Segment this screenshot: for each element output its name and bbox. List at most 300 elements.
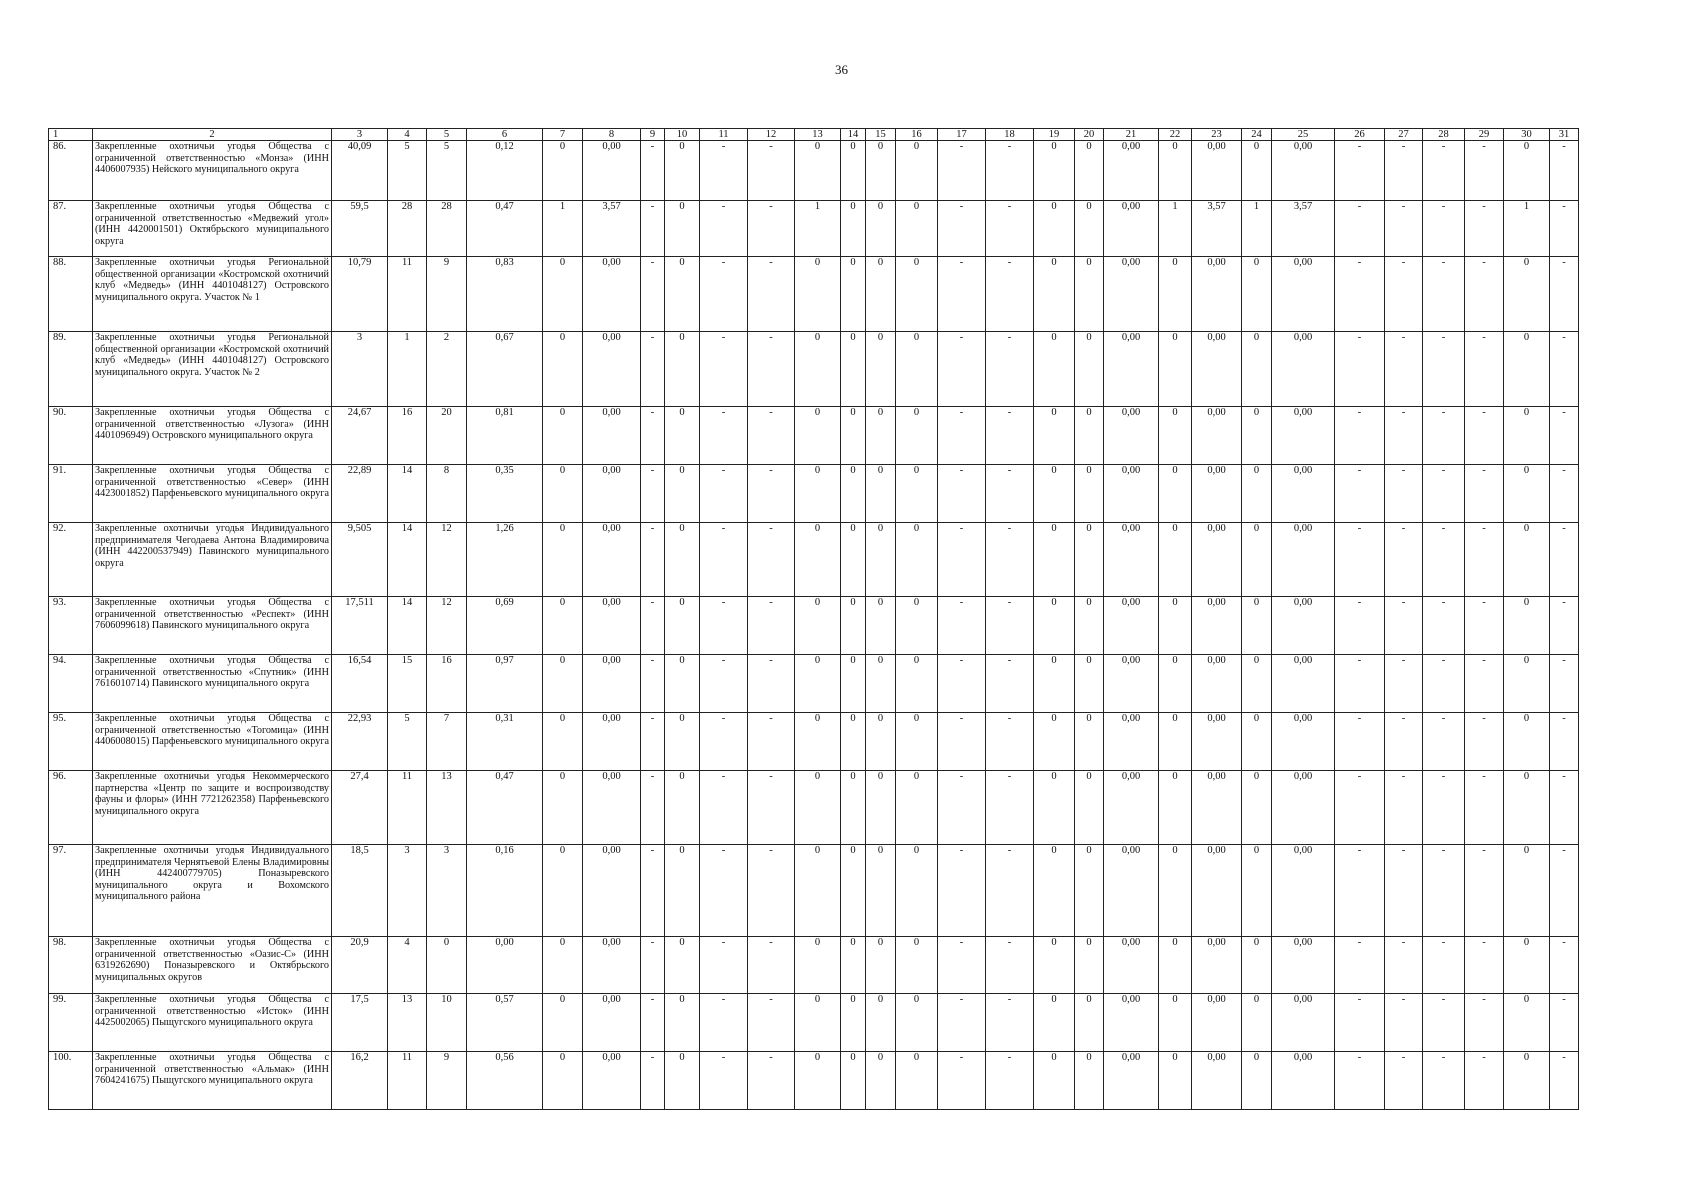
table-cell: - bbox=[1550, 201, 1579, 257]
table-cell: 0,00 bbox=[1192, 994, 1242, 1052]
table-cell: - bbox=[748, 994, 795, 1052]
table-cell: 0 bbox=[1034, 994, 1075, 1052]
table-cell: 0 bbox=[1075, 845, 1104, 937]
table-cell: 16 bbox=[388, 407, 427, 465]
table-cell: 20,9 bbox=[332, 937, 388, 994]
table-cell: 0,00 bbox=[1272, 1052, 1335, 1110]
row-number-cell: 97. bbox=[49, 845, 93, 937]
table-cell: 0 bbox=[543, 1052, 583, 1110]
table-cell: 3 bbox=[332, 332, 388, 407]
table-cell: - bbox=[641, 201, 665, 257]
table-cell: - bbox=[1465, 597, 1504, 655]
table-cell: 0,00 bbox=[1192, 257, 1242, 332]
table-cell: - bbox=[748, 257, 795, 332]
table-cell: 12 bbox=[427, 597, 467, 655]
table-cell: 22,89 bbox=[332, 465, 388, 523]
table-row bbox=[49, 994, 1579, 1052]
table-cell: - bbox=[986, 994, 1034, 1052]
table-cell: 1,26 bbox=[467, 523, 543, 597]
table-cell: - bbox=[1385, 713, 1423, 771]
table-cell: 13 bbox=[427, 771, 467, 845]
table-cell: 0,56 bbox=[467, 1052, 543, 1110]
table-cell: 11 bbox=[388, 1052, 427, 1110]
table-cell: 1 bbox=[1504, 201, 1550, 257]
table-cell: 0 bbox=[1034, 257, 1075, 332]
table-cell: 0 bbox=[896, 257, 938, 332]
table-cell: 1 bbox=[543, 201, 583, 257]
row-number-cell: 95. bbox=[49, 713, 93, 771]
table-cell: - bbox=[748, 201, 795, 257]
table-cell: 0 bbox=[1075, 141, 1104, 201]
table-cell: 0 bbox=[665, 994, 700, 1052]
table-cell: 0,16 bbox=[467, 845, 543, 937]
table-cell: - bbox=[938, 201, 986, 257]
table-cell: 0 bbox=[1075, 257, 1104, 332]
table-cell: - bbox=[1423, 713, 1465, 771]
table-cell: 0,00 bbox=[583, 597, 641, 655]
table-cell: 0 bbox=[866, 201, 896, 257]
table-cell: 0 bbox=[1034, 771, 1075, 845]
table-cell: 0,00 bbox=[1192, 407, 1242, 465]
table-cell: 0 bbox=[1159, 597, 1192, 655]
table-cell: 0 bbox=[1034, 523, 1075, 597]
table-cell: - bbox=[1385, 1052, 1423, 1110]
table-cell: 0 bbox=[795, 407, 841, 465]
table-cell: 0 bbox=[841, 655, 866, 713]
table-cell: - bbox=[1423, 523, 1465, 597]
table-cell: 0 bbox=[543, 465, 583, 523]
table-cell: 0,00 bbox=[583, 523, 641, 597]
table-cell: 0 bbox=[665, 713, 700, 771]
table-cell: 0 bbox=[866, 845, 896, 937]
table-cell: 0,00 bbox=[1272, 407, 1335, 465]
table-cell: - bbox=[1550, 407, 1579, 465]
table-cell: 24,67 bbox=[332, 407, 388, 465]
table-cell: - bbox=[1465, 845, 1504, 937]
table-cell: 0 bbox=[1159, 332, 1192, 407]
table-cell: - bbox=[1423, 257, 1465, 332]
table-cell: 0,00 bbox=[583, 332, 641, 407]
table-cell: - bbox=[1423, 597, 1465, 655]
table-cell: 0 bbox=[1242, 994, 1272, 1052]
table-cell: 0,00 bbox=[1272, 655, 1335, 713]
table-cell: 0 bbox=[1159, 141, 1192, 201]
table-cell: 0 bbox=[665, 597, 700, 655]
table-cell: 0 bbox=[1504, 771, 1550, 845]
column-number-4: 4 bbox=[388, 129, 427, 141]
column-number-28: 28 bbox=[1423, 129, 1465, 141]
table-row bbox=[49, 523, 1579, 597]
hunting-ground-name-cell: Закрепленные охотничьи угодья Общества с ограниченной ответственностью «Север» (ИНН 4423001852) Парфеньевского муниципального округа bbox=[93, 465, 332, 523]
table-cell: - bbox=[1550, 937, 1579, 994]
table-cell: - bbox=[700, 332, 748, 407]
table-cell: 0,57 bbox=[467, 994, 543, 1052]
table-cell: - bbox=[641, 845, 665, 937]
table-cell: 0 bbox=[896, 407, 938, 465]
table-row bbox=[49, 713, 1579, 771]
table-cell: 0,00 bbox=[1272, 141, 1335, 201]
table-cell: 0 bbox=[1159, 257, 1192, 332]
table-cell: 0 bbox=[795, 597, 841, 655]
column-number-14: 14 bbox=[841, 129, 866, 141]
table-cell: 0 bbox=[1159, 523, 1192, 597]
table-cell: - bbox=[700, 713, 748, 771]
table-cell: 5 bbox=[388, 713, 427, 771]
table-cell: - bbox=[1550, 1052, 1579, 1110]
table-cell: 0,00 bbox=[1192, 141, 1242, 201]
table-cell: 0 bbox=[866, 713, 896, 771]
row-number-cell: 91. bbox=[49, 465, 93, 523]
table-cell: - bbox=[641, 655, 665, 713]
table-cell: 2 bbox=[427, 332, 467, 407]
table-cell: 0 bbox=[896, 845, 938, 937]
hunting-ground-name-cell: Закрепленные охотничьи угодья Общества с ограниченной ответственностью «Оазис-С» (ИНН 6319262690) Поназыревского и Октябрьского муниципальных округов bbox=[93, 937, 332, 994]
table-cell: 20 bbox=[427, 407, 467, 465]
table-cell: - bbox=[700, 771, 748, 845]
table-cell: - bbox=[1385, 141, 1423, 201]
table-cell: - bbox=[1465, 771, 1504, 845]
table-cell: - bbox=[1550, 465, 1579, 523]
table-cell: 0,00 bbox=[1272, 994, 1335, 1052]
table-cell: - bbox=[1335, 994, 1385, 1052]
table-cell: 0,00 bbox=[1104, 465, 1159, 523]
table-cell: - bbox=[1465, 332, 1504, 407]
table-cell: 8 bbox=[427, 465, 467, 523]
table-cell: 0 bbox=[866, 655, 896, 713]
table-cell: 0,97 bbox=[467, 655, 543, 713]
table-cell: 0 bbox=[866, 1052, 896, 1110]
table-row bbox=[49, 597, 1579, 655]
row-number-cell: 87. bbox=[49, 201, 93, 257]
column-number-22: 22 bbox=[1159, 129, 1192, 141]
table-cell: 22,93 bbox=[332, 713, 388, 771]
table-cell: 0 bbox=[896, 937, 938, 994]
table-cell: 5 bbox=[388, 141, 427, 201]
table-cell: 0 bbox=[841, 141, 866, 201]
table-cell: 0 bbox=[1034, 141, 1075, 201]
table-cell: 0 bbox=[866, 407, 896, 465]
table-cell: 0 bbox=[896, 201, 938, 257]
table-cell: 0 bbox=[543, 523, 583, 597]
table-cell: - bbox=[938, 332, 986, 407]
table-cell: - bbox=[1335, 407, 1385, 465]
hunting-ground-name-cell: Закрепленные охотничьи угодья Общества с ограниченной ответственностью «Монза» (ИНН 4406007935) Нейского муниципального округа bbox=[93, 141, 332, 201]
table-cell: 0,00 bbox=[1272, 597, 1335, 655]
table-cell: - bbox=[986, 597, 1034, 655]
table-cell: 0 bbox=[795, 523, 841, 597]
row-number-cell: 93. bbox=[49, 597, 93, 655]
column-number-7: 7 bbox=[543, 129, 583, 141]
table-cell: 0 bbox=[1242, 257, 1272, 332]
table-cell: 18,5 bbox=[332, 845, 388, 937]
table-cell: 3,57 bbox=[1272, 201, 1335, 257]
table-cell: - bbox=[700, 597, 748, 655]
table-cell: 0 bbox=[1034, 465, 1075, 523]
table-cell: - bbox=[986, 937, 1034, 994]
table-cell: 0,00 bbox=[1192, 523, 1242, 597]
table-cell: - bbox=[938, 655, 986, 713]
table-cell: 0 bbox=[543, 937, 583, 994]
table-header-row bbox=[49, 129, 1579, 141]
table-cell: 0 bbox=[1242, 407, 1272, 465]
table-cell: 0 bbox=[1504, 937, 1550, 994]
table-cell: 0 bbox=[1242, 597, 1272, 655]
table-cell: 0 bbox=[841, 845, 866, 937]
table-cell: 0,00 bbox=[1272, 332, 1335, 407]
table-cell: - bbox=[700, 201, 748, 257]
table-cell: 17,511 bbox=[332, 597, 388, 655]
table-cell: 0,00 bbox=[1192, 845, 1242, 937]
table-cell: 0,00 bbox=[1104, 845, 1159, 937]
column-number-17: 17 bbox=[938, 129, 986, 141]
table-cell: 0 bbox=[1159, 845, 1192, 937]
table-cell: 40,09 bbox=[332, 141, 388, 201]
table-cell: 0 bbox=[543, 994, 583, 1052]
table-cell: - bbox=[1385, 771, 1423, 845]
table-cell: 0 bbox=[1242, 141, 1272, 201]
table-cell: 0,69 bbox=[467, 597, 543, 655]
table-cell: 0 bbox=[896, 597, 938, 655]
table-cell: - bbox=[700, 523, 748, 597]
column-number-6: 6 bbox=[467, 129, 543, 141]
table-cell: 0 bbox=[866, 141, 896, 201]
table-cell: - bbox=[1385, 523, 1423, 597]
table-cell: 0 bbox=[866, 937, 896, 994]
table-cell: - bbox=[1385, 994, 1423, 1052]
table-cell: 0 bbox=[795, 1052, 841, 1110]
table-cell: 0 bbox=[1075, 994, 1104, 1052]
table-cell: 0 bbox=[1075, 465, 1104, 523]
table-cell: 0 bbox=[1504, 994, 1550, 1052]
table-cell: 0,00 bbox=[1272, 771, 1335, 845]
table-cell: 0,00 bbox=[1104, 141, 1159, 201]
table-cell: - bbox=[938, 141, 986, 201]
table-cell: 0 bbox=[427, 937, 467, 994]
table-cell: - bbox=[1335, 332, 1385, 407]
table-cell: - bbox=[1335, 597, 1385, 655]
table-cell: - bbox=[1385, 332, 1423, 407]
table-cell: - bbox=[1335, 937, 1385, 994]
hunting-ground-name-cell: Закрепленные охотничьи угодья Общества с ограниченной ответственностью «Спутник» (ИНН 7616010714) Павинского муниципального округа bbox=[93, 655, 332, 713]
page-number: 36 bbox=[835, 62, 848, 77]
table-cell: 0,00 bbox=[1104, 655, 1159, 713]
table-cell: - bbox=[748, 141, 795, 201]
table-cell: 3 bbox=[427, 845, 467, 937]
table-cell: 0 bbox=[1242, 1052, 1272, 1110]
table-cell: 7 bbox=[427, 713, 467, 771]
table-cell: 3,57 bbox=[583, 201, 641, 257]
table-row bbox=[49, 332, 1579, 407]
table-cell: 0 bbox=[1159, 1052, 1192, 1110]
column-number-2: 2 bbox=[93, 129, 332, 141]
table-cell: 1 bbox=[795, 201, 841, 257]
table-cell: - bbox=[1423, 655, 1465, 713]
table-cell: 0,81 bbox=[467, 407, 543, 465]
table-cell: - bbox=[1385, 257, 1423, 332]
table-cell: 0,31 bbox=[467, 713, 543, 771]
table-row bbox=[49, 1052, 1579, 1110]
table-cell: 0,00 bbox=[583, 713, 641, 771]
hunting-ground-name-cell: Закрепленные охотничьи угодья Общества с ограниченной ответственностью «Альмак» (ИНН 7604241675) Пыщугского муниципального округа bbox=[93, 1052, 332, 1110]
table-cell: - bbox=[641, 1052, 665, 1110]
table-cell: 0 bbox=[1159, 655, 1192, 713]
table-cell: 0,83 bbox=[467, 257, 543, 332]
table-cell: - bbox=[938, 771, 986, 845]
table-cell: - bbox=[1550, 141, 1579, 201]
table-cell: 0 bbox=[1504, 465, 1550, 523]
table-cell: 0,00 bbox=[583, 994, 641, 1052]
table-cell: - bbox=[938, 523, 986, 597]
table-cell: 0,67 bbox=[467, 332, 543, 407]
table-cell: - bbox=[1465, 523, 1504, 597]
table-cell: 0,00 bbox=[1192, 597, 1242, 655]
table-cell: 0 bbox=[841, 201, 866, 257]
table-cell: 0,00 bbox=[583, 465, 641, 523]
table-cell: 0 bbox=[1504, 655, 1550, 713]
table-cell: - bbox=[1550, 845, 1579, 937]
table-cell: 0 bbox=[1504, 257, 1550, 332]
table-cell: 0,00 bbox=[583, 1052, 641, 1110]
table-cell: 0,12 bbox=[467, 141, 543, 201]
table-cell: - bbox=[641, 713, 665, 771]
table-cell: 0,00 bbox=[583, 937, 641, 994]
table-cell: - bbox=[641, 937, 665, 994]
table-cell: 0 bbox=[543, 332, 583, 407]
table-cell: - bbox=[700, 937, 748, 994]
table-cell: - bbox=[1335, 845, 1385, 937]
table-cell: - bbox=[1423, 407, 1465, 465]
table-cell: - bbox=[1465, 201, 1504, 257]
table-cell: - bbox=[641, 465, 665, 523]
table-cell: 0,00 bbox=[583, 771, 641, 845]
table-cell: 0 bbox=[795, 994, 841, 1052]
table-cell: - bbox=[1385, 597, 1423, 655]
table-cell: 0,00 bbox=[1272, 937, 1335, 994]
table-cell: 0 bbox=[896, 465, 938, 523]
row-number-cell: 90. bbox=[49, 407, 93, 465]
table-cell: - bbox=[1550, 771, 1579, 845]
table-cell: 0 bbox=[665, 332, 700, 407]
table-cell: 0 bbox=[896, 655, 938, 713]
table-cell: - bbox=[641, 407, 665, 465]
hunting-ground-name-cell: Закрепленные охотничьи угодья Индивидуального предпринимателя Чернятьевой Елены Владимировны (ИНН 442400779705) Поназыревского муниципального округа и Вохомского муниципального района bbox=[93, 845, 332, 937]
table-cell: 16,54 bbox=[332, 655, 388, 713]
table-cell: - bbox=[1465, 655, 1504, 713]
hunting-ground-name-cell: Закрепленные охотничьи угодья Индивидуального предпринимателя Чегодаева Антона Владимировича (ИНН 442200537949) Павинского муниципального округа bbox=[93, 523, 332, 597]
table-cell: - bbox=[1335, 523, 1385, 597]
table-cell: 16 bbox=[427, 655, 467, 713]
table-cell: 0 bbox=[543, 141, 583, 201]
column-number-13: 13 bbox=[795, 129, 841, 141]
table-cell: - bbox=[700, 1052, 748, 1110]
table-cell: - bbox=[1335, 713, 1385, 771]
table-cell: - bbox=[938, 257, 986, 332]
table-cell: 0 bbox=[841, 937, 866, 994]
table-cell: 0 bbox=[795, 257, 841, 332]
table-cell: 0 bbox=[795, 771, 841, 845]
table-cell: 14 bbox=[388, 523, 427, 597]
table-cell: - bbox=[986, 1052, 1034, 1110]
table-cell: - bbox=[641, 994, 665, 1052]
table-cell: 0 bbox=[1034, 713, 1075, 771]
table-cell: - bbox=[700, 257, 748, 332]
table-row bbox=[49, 201, 1579, 257]
table-cell: 0 bbox=[896, 332, 938, 407]
table-cell: 0,00 bbox=[1272, 845, 1335, 937]
table-cell: - bbox=[1465, 141, 1504, 201]
table-cell: 0,00 bbox=[1192, 332, 1242, 407]
table-cell: 0 bbox=[1034, 332, 1075, 407]
table-cell: - bbox=[1385, 655, 1423, 713]
table-cell: 0 bbox=[866, 332, 896, 407]
table-cell: - bbox=[986, 523, 1034, 597]
table-cell: 0 bbox=[795, 332, 841, 407]
row-number-cell: 92. bbox=[49, 523, 93, 597]
table-cell: 0 bbox=[841, 597, 866, 655]
table-cell: - bbox=[1335, 655, 1385, 713]
column-number-10: 10 bbox=[665, 129, 700, 141]
table-cell: 0 bbox=[1075, 201, 1104, 257]
column-number-15: 15 bbox=[866, 129, 896, 141]
table-cell: - bbox=[748, 597, 795, 655]
table-cell: 0 bbox=[543, 655, 583, 713]
table-row bbox=[49, 257, 1579, 332]
column-number-29: 29 bbox=[1465, 129, 1504, 141]
table-cell: 0 bbox=[1075, 597, 1104, 655]
table-cell: 0,00 bbox=[583, 655, 641, 713]
table-cell: 0 bbox=[1159, 937, 1192, 994]
table-cell: - bbox=[1423, 201, 1465, 257]
table-cell: - bbox=[748, 845, 795, 937]
table-cell: 0 bbox=[1159, 713, 1192, 771]
table-cell: 4 bbox=[388, 937, 427, 994]
table-cell: 0 bbox=[1242, 713, 1272, 771]
table-cell: - bbox=[938, 713, 986, 771]
table-cell: 0 bbox=[866, 994, 896, 1052]
table-cell: 15 bbox=[388, 655, 427, 713]
table-cell: - bbox=[700, 655, 748, 713]
table-cell: - bbox=[748, 771, 795, 845]
table-cell: - bbox=[1385, 845, 1423, 937]
table-cell: 0 bbox=[1075, 332, 1104, 407]
column-number-16: 16 bbox=[896, 129, 938, 141]
table-cell: 0,35 bbox=[467, 465, 543, 523]
column-number-18: 18 bbox=[986, 129, 1034, 141]
table-cell: 9 bbox=[427, 1052, 467, 1110]
table-row bbox=[49, 655, 1579, 713]
table-cell: 0 bbox=[795, 845, 841, 937]
table-cell: - bbox=[1423, 141, 1465, 201]
table-cell: 0 bbox=[795, 713, 841, 771]
table-cell: 0,00 bbox=[1104, 771, 1159, 845]
table-cell: 0,00 bbox=[1104, 201, 1159, 257]
table-cell: - bbox=[1335, 201, 1385, 257]
table-cell: - bbox=[1465, 994, 1504, 1052]
table-cell: 0 bbox=[1159, 994, 1192, 1052]
table-cell: 28 bbox=[427, 201, 467, 257]
table-cell: - bbox=[700, 465, 748, 523]
table-cell: 0 bbox=[795, 465, 841, 523]
table-cell: 0 bbox=[896, 523, 938, 597]
table-cell: 0,00 bbox=[583, 257, 641, 332]
column-number-9: 9 bbox=[641, 129, 665, 141]
table-cell: 0 bbox=[1504, 523, 1550, 597]
table-cell: 0 bbox=[896, 994, 938, 1052]
table-cell: - bbox=[700, 141, 748, 201]
table-row bbox=[49, 937, 1579, 994]
table-cell: 0,00 bbox=[1104, 937, 1159, 994]
table-cell: 0 bbox=[866, 257, 896, 332]
